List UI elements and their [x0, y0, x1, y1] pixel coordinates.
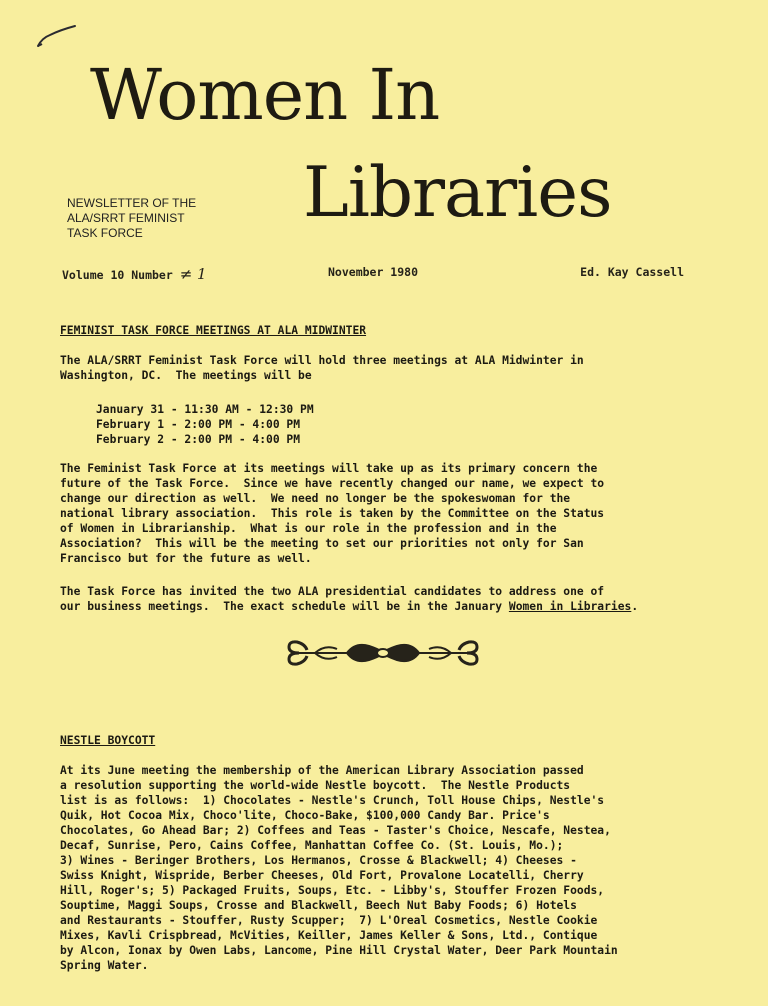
meeting-schedule	[60, 402, 708, 447]
handwritten-issue-number: ≠ 1	[179, 265, 207, 283]
nestle-paragraph	[60, 763, 708, 973]
paragraph-end: .	[631, 600, 639, 613]
section-heading: NESTLE BOYCOTT	[60, 734, 156, 747]
newsletter-subtitle	[67, 196, 196, 241]
schedule-item: January 31 - 11:30 AM - 12:30 PM	[96, 403, 314, 416]
newsletter-title-line1: Women In	[90, 54, 440, 136]
decorative-divider-ornament	[285, 638, 481, 668]
paragraph: The Feminist Task Force at its meetings will take up as its primary concern the future of the Task Force. Since we have recently changed our name, we expect to change our direction as well. We need no longer be the spokeswoman for the national library association. This role is taken by the Committee on the Status of Women in Librarianship. What is our role in the profession and in the Association? This will be the meeting to set our priorities not only for San Francisco but for the future as well.	[60, 462, 605, 565]
subtitle-line: NEWSLETTER OF THE	[67, 196, 197, 210]
paragraph	[60, 584, 708, 614]
subtitle-line: ALA/SRRT FEMINIST	[67, 211, 185, 225]
pen-stroke-mark	[36, 24, 78, 50]
meetings-intro	[60, 353, 708, 383]
paragraph-text: The Task Force has invited the two ALA presidential candidates to address one of our business meetings. The exact schedule will be in the January	[60, 585, 605, 613]
section-heading-nestle	[60, 733, 708, 748]
volume-label: Volume 10 Number	[62, 268, 173, 282]
publication-title-reference: Women in Libraries	[508, 600, 632, 613]
issue-date: November 1980	[328, 265, 419, 279]
meetings-paragraph-2	[60, 584, 708, 614]
subtitle-line: TASK FORCE	[67, 226, 143, 240]
schedule-item: February 2 - 2:00 PM - 4:00 PM	[96, 433, 301, 446]
section-heading-meetings	[60, 323, 708, 338]
editor-name: Ed. Kay Cassell	[580, 265, 684, 279]
meetings-paragraph-1	[60, 461, 708, 566]
paragraph: The ALA/SRRT Feminist Task Force will hold three meetings at ALA Midwinter in Washington, DC. The meetings will be	[60, 354, 584, 382]
newsletter-title-line2: Libraries	[303, 153, 612, 233]
schedule-item: February 1 - 2:00 PM - 4:00 PM	[96, 418, 301, 431]
volume-number	[62, 265, 207, 283]
paragraph: At its June meeting the membership of the American Library Association passed a resolution supporting the world-wide Nestle boycott. The Nestle Products list is as follows: 1) Chocolates - Nestle's Crunch, Toll House Chips, Nestle's Quik, Hot Cocoa Mix, Choco'lite, Choco-Bake, $100,000 Candy Bar. Price's Chocolates, Go Ahead Bar; 2) Coffees and Teas - Taster's Choice, Nescafe, Nestea, Decaf, Sunrise, Pero, Cains Coffee, Manhattan Coffee Co. (St. Louis, Mo.); 3) Wines - Beringer Brothers, Los Hermanos, Crosse & Blackwell; 4) Cheeses - Swiss Knight, Wispride, Berber Cheeses, Old Fort, Provalone Locatelli, Cherry Hill, Roger's; 5) Packaged Fruits, Soups, Etc. - Libby's, Stouffer Frozen Foods, Souptime, Maggi Soups, Crosse and Blackwell, Beech Nut Baby Foods; 6) Hotels and Restaurants - Stouffer, Rusty Scupper; 7) L'Oreal Cosmetics, Nestle Cookie Mixes, Kavli Crispbread, McVities, Keiller, James Keller & Sons, Ltd., Contique by Alcon, Ionax by Owen Labs, Lancome, Pine Hill Crystal Water, Deer Park Mountain Spring Water.	[60, 764, 618, 972]
section-heading: FEMINIST TASK FORCE MEETINGS AT ALA MIDWINTER	[60, 324, 367, 337]
